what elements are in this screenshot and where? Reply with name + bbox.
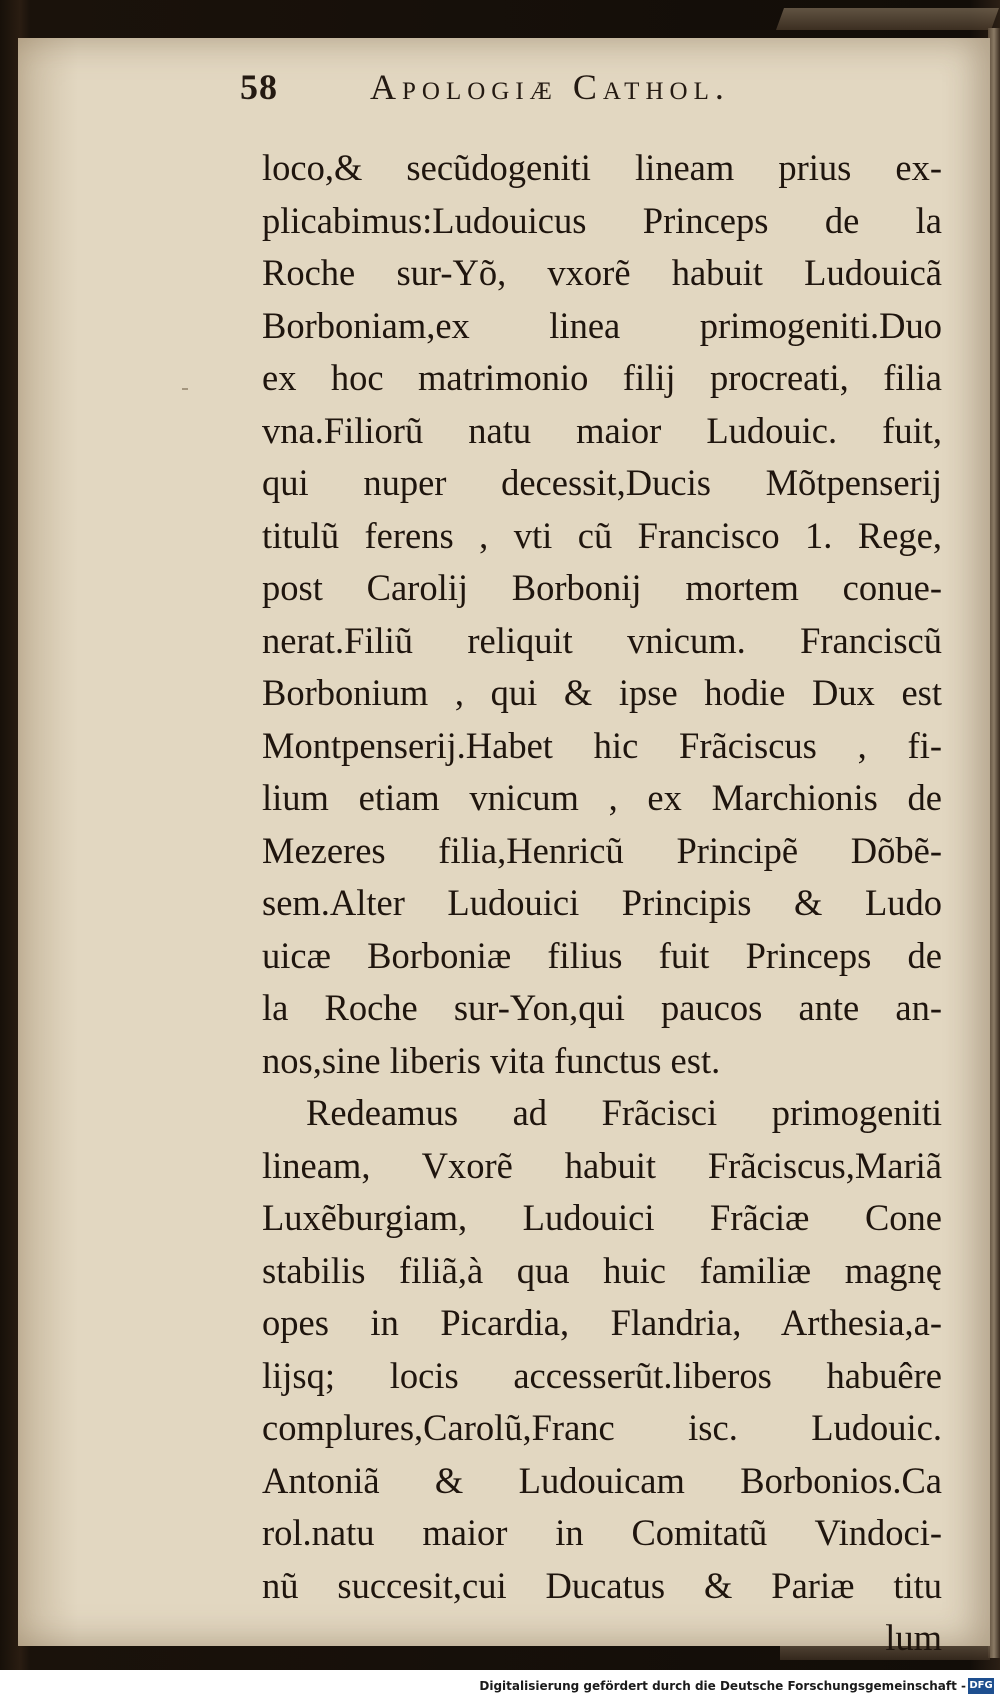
text-line: lium etiam vnicum , ex Marchionis de <box>262 777 942 818</box>
text-line: Roche sur-Yõ, vxorẽ habuit Ludouicã <box>262 252 942 293</box>
text-line: Redeamus ad Frãcisci primogeniti <box>306 1092 942 1133</box>
text-line: lineam, Vxorẽ habuit Frãciscus,Mariã <box>262 1144 942 1186</box>
catchword: lum <box>885 1617 942 1658</box>
text-line: stabilis filiã,à qua huic familiæ magnę <box>262 1249 942 1291</box>
text-line: vna.Filiorũ natu maior Ludouic. fuit, <box>262 409 942 451</box>
page-number: 58 <box>240 67 278 107</box>
text-line: post Carolij Borbonij mortem conue- <box>262 567 942 608</box>
text-line: Antoniã & Ludouicam Borbonios.Ca <box>262 1459 942 1501</box>
text-line: loco,& secũdogeniti lineam prius ex- <box>262 147 942 188</box>
text-line: uicæ Borboniæ filius fuit Princeps de <box>262 934 942 976</box>
text-line: qui nuper decessit,Ducis Mõtpenserij <box>262 462 942 503</box>
text-line: Montpenserij.Habet hic Frãciscus , fi- <box>262 724 942 766</box>
text-line: opes in Picardia, Flandria, Arthesia,a- <box>262 1302 942 1343</box>
text-line: la Roche sur-Yon,qui paucos ante an- <box>262 987 942 1028</box>
text-line: Borboniam,ex linea primogeniti.Duo <box>262 304 942 346</box>
body-text <box>262 142 942 1665</box>
text-line: rol.natu maior in Comitatũ Vindoci- <box>262 1512 942 1553</box>
dfg-logo-icon: DFG <box>968 1678 994 1694</box>
text-line: lijsq; locis accesserũt.liberos habuêre <box>262 1354 942 1396</box>
text-line: complures,Carolũ,Franc isc. Ludouic. <box>262 1407 942 1448</box>
text-line: nos,sine liberis vita functus est. <box>262 1039 721 1081</box>
page-header <box>240 66 880 126</box>
text-line: ex hoc matrimonio filij procreati, filia <box>262 357 942 398</box>
text-line: sem.Alter Ludouici Principis & Ludo <box>262 882 942 923</box>
text-line: plicabimus:Ludouicus Princeps de la <box>262 199 942 241</box>
text-line: Luxẽburgiam, Ludouici Frãciæ Cone <box>262 1197 942 1238</box>
page-gutter-shadow <box>18 38 78 1646</box>
digitization-credit: Digitalisierung gefördert durch die Deutsche Forschungsgemeinschaft - <box>479 1679 966 1693</box>
text-line: Mezeres filia,Henricũ Principẽ Dõbẽ- <box>262 829 942 871</box>
margin-mark <box>182 388 188 390</box>
footer-strip <box>0 1670 1000 1700</box>
text-line: Borbonium , qui & ipse hodie Dux est <box>262 672 942 713</box>
text-line: titulũ ferens , vti cũ Francisco 1. Rege, <box>262 514 942 556</box>
text-line: nerat.Filiũ reliquit vnicum. Franciscũ <box>262 619 942 661</box>
text-line: nũ succesit,cui Ducatus & Pariæ titu <box>262 1564 942 1606</box>
running-head: Apologiæ Cathol. <box>370 67 730 107</box>
book-edge-top <box>776 8 999 30</box>
